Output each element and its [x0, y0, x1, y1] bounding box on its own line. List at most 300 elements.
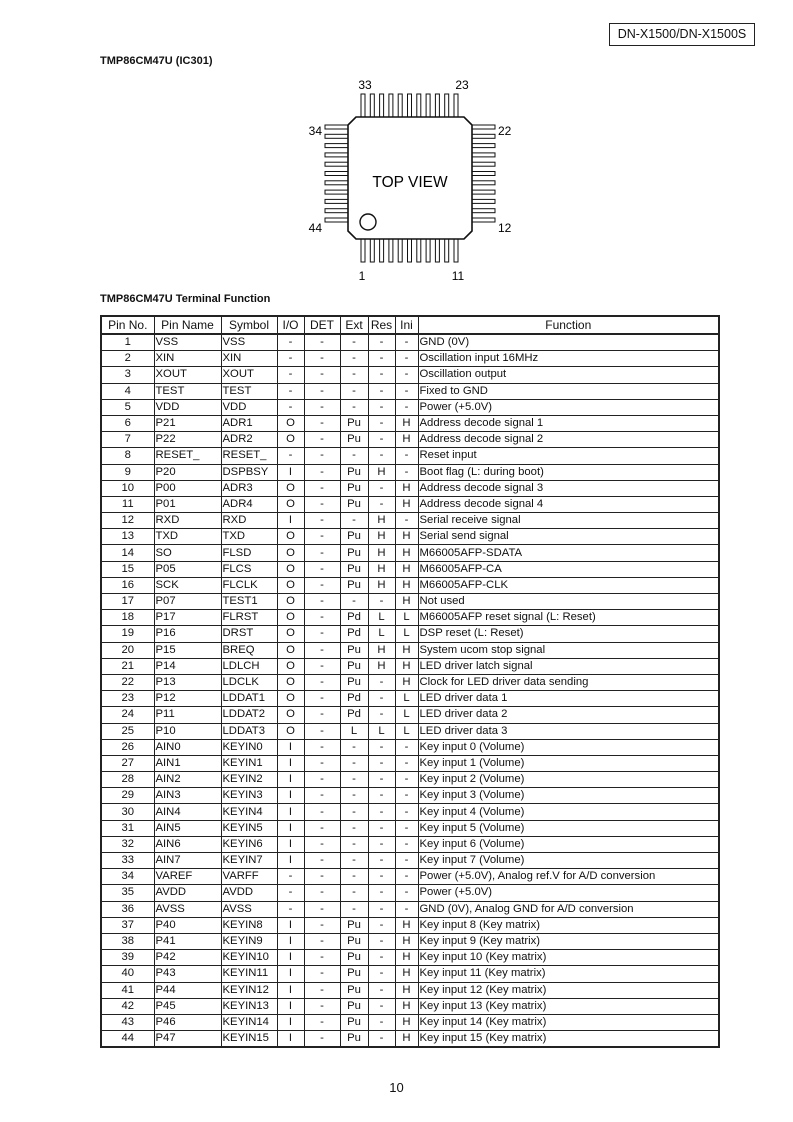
ini-cell: -: [395, 885, 418, 901]
pin-name-cell: AIN2: [154, 772, 221, 788]
res-cell: -: [368, 480, 395, 496]
pin-name-cell: P10: [154, 723, 221, 739]
pin-no-cell: 34: [101, 869, 154, 885]
res-cell: H: [368, 561, 395, 577]
function-cell: Power (+5.0V), Analog ref.V for A/D conversion: [418, 869, 719, 885]
function-cell: Key input 6 (Volume): [418, 836, 719, 852]
pin-no-cell: 28: [101, 772, 154, 788]
table-row: [101, 1014, 719, 1030]
res-cell: -: [368, 707, 395, 723]
function-cell: Oscillation output: [418, 367, 719, 383]
symbol-cell: LDCLK: [221, 674, 277, 690]
pin-no-cell: 22: [101, 674, 154, 690]
pin-name-cell: P17: [154, 610, 221, 626]
symbol-cell: KEYIN5: [221, 820, 277, 836]
pin-no-cell: 6: [101, 415, 154, 431]
ext-cell: Pu: [340, 561, 368, 577]
ini-cell: -: [395, 739, 418, 755]
pin-no-cell: 33: [101, 853, 154, 869]
det-cell: -: [304, 739, 340, 755]
table-row: [101, 755, 719, 771]
ic-pin: [454, 94, 458, 117]
ext-cell: Pu: [340, 982, 368, 998]
pin-no-cell: 9: [101, 464, 154, 480]
pin-number-23: 23: [455, 78, 469, 92]
res-cell: -: [368, 788, 395, 804]
ic-pin: [361, 239, 365, 262]
symbol-cell: AVSS: [221, 901, 277, 917]
ic-pin: [398, 94, 402, 117]
symbol-cell: TEST: [221, 383, 277, 399]
ext-cell: Pu: [340, 1014, 368, 1030]
col-ini: Ini: [395, 316, 418, 334]
table-row: [101, 788, 719, 804]
ext-cell: -: [340, 383, 368, 399]
io-cell: I: [277, 739, 304, 755]
col-function: Function: [418, 316, 719, 334]
io-cell: -: [277, 383, 304, 399]
ext-cell: Pu: [340, 658, 368, 674]
pin-name-cell: P42: [154, 950, 221, 966]
symbol-cell: TEST1: [221, 594, 277, 610]
det-cell: -: [304, 367, 340, 383]
res-cell: L: [368, 610, 395, 626]
det-cell: -: [304, 594, 340, 610]
ini-cell: H: [395, 561, 418, 577]
pin-no-cell: 30: [101, 804, 154, 820]
ic-pin: [426, 94, 430, 117]
io-cell: -: [277, 869, 304, 885]
function-cell: GND (0V), Analog GND for A/D conversion: [418, 901, 719, 917]
ext-cell: Pu: [340, 642, 368, 658]
pin-number-44: 44: [308, 221, 322, 235]
table-row: [101, 901, 719, 917]
pin-no-cell: 10: [101, 480, 154, 496]
det-cell: -: [304, 351, 340, 367]
io-cell: O: [277, 691, 304, 707]
det-cell: -: [304, 415, 340, 431]
pin-no-cell: 39: [101, 950, 154, 966]
table-row: [101, 432, 719, 448]
ic-pin: [325, 172, 348, 176]
res-cell: -: [368, 367, 395, 383]
symbol-cell: RXD: [221, 513, 277, 529]
function-cell: Key input 0 (Volume): [418, 739, 719, 755]
ext-cell: -: [340, 820, 368, 836]
ini-cell: -: [395, 464, 418, 480]
pin-name-cell: P45: [154, 998, 221, 1014]
symbol-cell: KEYIN0: [221, 739, 277, 755]
res-cell: -: [368, 950, 395, 966]
ext-cell: -: [340, 836, 368, 852]
table-row: [101, 674, 719, 690]
ext-cell: Pd: [340, 610, 368, 626]
col-symbol: Symbol: [221, 316, 277, 334]
table-row: [101, 626, 719, 642]
ext-cell: Pu: [340, 464, 368, 480]
ic-pin: [417, 239, 421, 262]
table-row: [101, 513, 719, 529]
ini-cell: -: [395, 901, 418, 917]
function-cell: DSP reset (L: Reset): [418, 626, 719, 642]
ic-pin: [325, 153, 348, 157]
pin-name-cell: AIN4: [154, 804, 221, 820]
table-row: [101, 933, 719, 949]
pin-no-cell: 19: [101, 626, 154, 642]
ic-pin: [325, 199, 348, 203]
ic-pin: [370, 239, 374, 262]
ini-cell: -: [395, 513, 418, 529]
ic-pin: [435, 94, 439, 117]
det-cell: -: [304, 577, 340, 593]
pin-name-cell: P40: [154, 917, 221, 933]
ini-cell: L: [395, 707, 418, 723]
table-row: [101, 448, 719, 464]
pin-name-cell: TXD: [154, 529, 221, 545]
symbol-cell: ADR3: [221, 480, 277, 496]
pin-no-cell: 32: [101, 836, 154, 852]
function-cell: Key input 15 (Key matrix): [418, 1031, 719, 1048]
pin-name-cell: RXD: [154, 513, 221, 529]
symbol-cell: KEYIN11: [221, 966, 277, 982]
ic-pin: [389, 94, 393, 117]
ini-cell: H: [395, 432, 418, 448]
io-cell: O: [277, 642, 304, 658]
res-cell: -: [368, 869, 395, 885]
function-cell: Key input 13 (Key matrix): [418, 998, 719, 1014]
table-row: [101, 820, 719, 836]
io-cell: I: [277, 464, 304, 480]
ini-cell: H: [395, 496, 418, 512]
io-cell: -: [277, 901, 304, 917]
det-cell: -: [304, 480, 340, 496]
det-cell: -: [304, 399, 340, 415]
pin-number-1: 1: [358, 269, 366, 283]
res-cell: L: [368, 626, 395, 642]
pin-no-cell: 11: [101, 496, 154, 512]
table-row: [101, 415, 719, 431]
det-cell: -: [304, 901, 340, 917]
symbol-cell: KEYIN15: [221, 1031, 277, 1048]
pin-number-34: 34: [308, 124, 322, 138]
function-cell: Key input 11 (Key matrix): [418, 966, 719, 982]
pin-no-cell: 20: [101, 642, 154, 658]
ext-cell: Pu: [340, 917, 368, 933]
symbol-cell: XOUT: [221, 367, 277, 383]
symbol-cell: DSPBSY: [221, 464, 277, 480]
function-cell: Key input 4 (Volume): [418, 804, 719, 820]
ext-cell: Pd: [340, 626, 368, 642]
function-cell: Not used: [418, 594, 719, 610]
pin-no-cell: 44: [101, 1031, 154, 1048]
pin-name-cell: P44: [154, 982, 221, 998]
pin-name-cell: P22: [154, 432, 221, 448]
ini-cell: H: [395, 966, 418, 982]
symbol-cell: KEYIN9: [221, 933, 277, 949]
det-cell: -: [304, 448, 340, 464]
ini-cell: H: [395, 529, 418, 545]
function-cell: Serial receive signal: [418, 513, 719, 529]
ext-cell: Pu: [340, 998, 368, 1014]
ic-pin: [445, 239, 449, 262]
symbol-cell: KEYIN2: [221, 772, 277, 788]
table-row: [101, 885, 719, 901]
ext-cell: -: [340, 739, 368, 755]
ic-pin: [472, 125, 495, 129]
det-cell: -: [304, 998, 340, 1014]
function-cell: Power (+5.0V): [418, 885, 719, 901]
det-cell: -: [304, 513, 340, 529]
pin-name-cell: AIN0: [154, 739, 221, 755]
io-cell: I: [277, 950, 304, 966]
table-row: [101, 496, 719, 512]
table-row: [101, 804, 719, 820]
ic-title: TMP86CM47U (IC301): [100, 55, 213, 67]
ext-cell: -: [340, 788, 368, 804]
pin-name-cell: P07: [154, 594, 221, 610]
ic-pin: [472, 134, 495, 138]
table-row: [101, 982, 719, 998]
function-cell: Key input 14 (Key matrix): [418, 1014, 719, 1030]
pin-no-cell: 27: [101, 755, 154, 771]
symbol-cell: LDLCH: [221, 658, 277, 674]
ic-pin: [445, 94, 449, 117]
res-cell: H: [368, 513, 395, 529]
res-cell: -: [368, 755, 395, 771]
pin-no-cell: 40: [101, 966, 154, 982]
res-cell: H: [368, 545, 395, 561]
ini-cell: -: [395, 383, 418, 399]
table-row: [101, 836, 719, 852]
det-cell: -: [304, 966, 340, 982]
ic-pin: [361, 94, 365, 117]
pin-no-cell: 23: [101, 691, 154, 707]
table-row: [101, 561, 719, 577]
ic-pin: [408, 94, 412, 117]
det-cell: -: [304, 642, 340, 658]
pin-no-cell: 35: [101, 885, 154, 901]
table-row: [101, 480, 719, 496]
function-cell: Key input 5 (Volume): [418, 820, 719, 836]
function-cell: LED driver data 2: [418, 707, 719, 723]
ic-pin: [408, 239, 412, 262]
io-cell: O: [277, 723, 304, 739]
io-cell: O: [277, 658, 304, 674]
io-cell: O: [277, 594, 304, 610]
pin-name-cell: P15: [154, 642, 221, 658]
ic-pin: [472, 209, 495, 213]
function-cell: M66005AFP-CA: [418, 561, 719, 577]
ini-cell: -: [395, 788, 418, 804]
res-cell: -: [368, 739, 395, 755]
ini-cell: H: [395, 982, 418, 998]
pin-no-cell: 36: [101, 901, 154, 917]
pin-no-cell: 43: [101, 1014, 154, 1030]
ic-pin: [370, 94, 374, 117]
ini-cell: H: [395, 674, 418, 690]
det-cell: -: [304, 950, 340, 966]
pin-name-cell: AIN6: [154, 836, 221, 852]
det-cell: -: [304, 804, 340, 820]
ini-cell: L: [395, 723, 418, 739]
io-cell: I: [277, 772, 304, 788]
io-cell: I: [277, 982, 304, 998]
bottom-pins: [361, 239, 458, 262]
io-cell: I: [277, 836, 304, 852]
table-row: [101, 577, 719, 593]
ic-pin: [435, 239, 439, 262]
pin-number-22: 22: [498, 124, 512, 138]
det-cell: -: [304, 1014, 340, 1030]
table-row: [101, 594, 719, 610]
symbol-cell: DRST: [221, 626, 277, 642]
io-cell: O: [277, 577, 304, 593]
io-cell: I: [277, 933, 304, 949]
det-cell: -: [304, 496, 340, 512]
pin-no-cell: 8: [101, 448, 154, 464]
ext-cell: Pu: [340, 545, 368, 561]
io-cell: -: [277, 885, 304, 901]
function-cell: Serial send signal: [418, 529, 719, 545]
function-cell: Key input 9 (Key matrix): [418, 933, 719, 949]
terminal-function-table: [100, 315, 720, 1048]
pin-no-cell: 38: [101, 933, 154, 949]
det-cell: -: [304, 788, 340, 804]
det-cell: -: [304, 464, 340, 480]
ic-pin: [325, 209, 348, 213]
res-cell: -: [368, 804, 395, 820]
pin-no-cell: 24: [101, 707, 154, 723]
res-cell: -: [368, 917, 395, 933]
ini-cell: H: [395, 642, 418, 658]
pin-name-cell: AIN3: [154, 788, 221, 804]
ext-cell: Pu: [340, 496, 368, 512]
ic-pin: [472, 190, 495, 194]
function-cell: Address decode signal 1: [418, 415, 719, 431]
io-cell: O: [277, 415, 304, 431]
pin-name-cell: VSS: [154, 334, 221, 351]
table-row: [101, 610, 719, 626]
symbol-cell: KEYIN8: [221, 917, 277, 933]
det-cell: -: [304, 674, 340, 690]
ic-pin: [325, 144, 348, 148]
io-cell: O: [277, 545, 304, 561]
symbol-cell: VARFF: [221, 869, 277, 885]
pin-name-cell: VAREF: [154, 869, 221, 885]
ic-pin: [472, 162, 495, 166]
function-cell: LED driver data 3: [418, 723, 719, 739]
res-cell: H: [368, 642, 395, 658]
ext-cell: Pd: [340, 707, 368, 723]
symbol-cell: KEYIN10: [221, 950, 277, 966]
ini-cell: -: [395, 351, 418, 367]
det-cell: -: [304, 707, 340, 723]
det-cell: -: [304, 610, 340, 626]
det-cell: -: [304, 885, 340, 901]
col-io: I/O: [277, 316, 304, 334]
pin-no-cell: 18: [101, 610, 154, 626]
pin-no-cell: 7: [101, 432, 154, 448]
pin-no-cell: 42: [101, 998, 154, 1014]
io-cell: I: [277, 1014, 304, 1030]
ic-pin: [325, 162, 348, 166]
function-cell: M66005AFP-SDATA: [418, 545, 719, 561]
symbol-cell: KEYIN4: [221, 804, 277, 820]
ext-cell: -: [340, 804, 368, 820]
io-cell: O: [277, 561, 304, 577]
ext-cell: -: [340, 594, 368, 610]
det-cell: -: [304, 723, 340, 739]
left-pins: [325, 125, 348, 222]
res-cell: -: [368, 432, 395, 448]
function-cell: LED driver latch signal: [418, 658, 719, 674]
pin-name-cell: TEST: [154, 383, 221, 399]
res-cell: H: [368, 464, 395, 480]
io-cell: I: [277, 788, 304, 804]
top-view-label: TOP VIEW: [372, 174, 448, 191]
pin-no-cell: 14: [101, 545, 154, 561]
io-cell: -: [277, 448, 304, 464]
pin-name-cell: P05: [154, 561, 221, 577]
ic-pin: [472, 144, 495, 148]
io-cell: I: [277, 853, 304, 869]
io-cell: I: [277, 820, 304, 836]
pin-no-cell: 1: [101, 334, 154, 351]
ini-cell: L: [395, 691, 418, 707]
res-cell: -: [368, 496, 395, 512]
io-cell: -: [277, 399, 304, 415]
pin-name-cell: P00: [154, 480, 221, 496]
pin-number-12: 12: [498, 221, 512, 235]
res-cell: L: [368, 723, 395, 739]
res-cell: H: [368, 529, 395, 545]
ic-pin: [380, 239, 384, 262]
ext-cell: Pu: [340, 529, 368, 545]
io-cell: O: [277, 480, 304, 496]
function-cell: Fixed to GND: [418, 383, 719, 399]
function-cell: Key input 10 (Key matrix): [418, 950, 719, 966]
col-det: DET: [304, 316, 340, 334]
ext-cell: -: [340, 885, 368, 901]
ext-cell: -: [340, 367, 368, 383]
symbol-cell: ADR2: [221, 432, 277, 448]
page-number: 10: [389, 1080, 404, 1095]
pin-no-cell: 12: [101, 513, 154, 529]
ext-cell: -: [340, 448, 368, 464]
symbol-cell: TXD: [221, 529, 277, 545]
table-row: [101, 917, 719, 933]
symbol-cell: BREQ: [221, 642, 277, 658]
symbol-cell: RESET_: [221, 448, 277, 464]
ext-cell: Pu: [340, 577, 368, 593]
function-cell: Power (+5.0V): [418, 399, 719, 415]
ext-cell: L: [340, 723, 368, 739]
symbol-cell: AVDD: [221, 885, 277, 901]
symbol-cell: ADR4: [221, 496, 277, 512]
function-cell: Address decode signal 4: [418, 496, 719, 512]
ic-pin: [472, 181, 495, 185]
res-cell: H: [368, 658, 395, 674]
io-cell: I: [277, 966, 304, 982]
table-header-row: [101, 316, 719, 334]
pin-name-cell: P01: [154, 496, 221, 512]
function-cell: Key input 7 (Volume): [418, 853, 719, 869]
det-cell: -: [304, 529, 340, 545]
io-cell: O: [277, 610, 304, 626]
symbol-cell: VSS: [221, 334, 277, 351]
pin-no-cell: 31: [101, 820, 154, 836]
pin-number-33: 33: [358, 78, 372, 92]
